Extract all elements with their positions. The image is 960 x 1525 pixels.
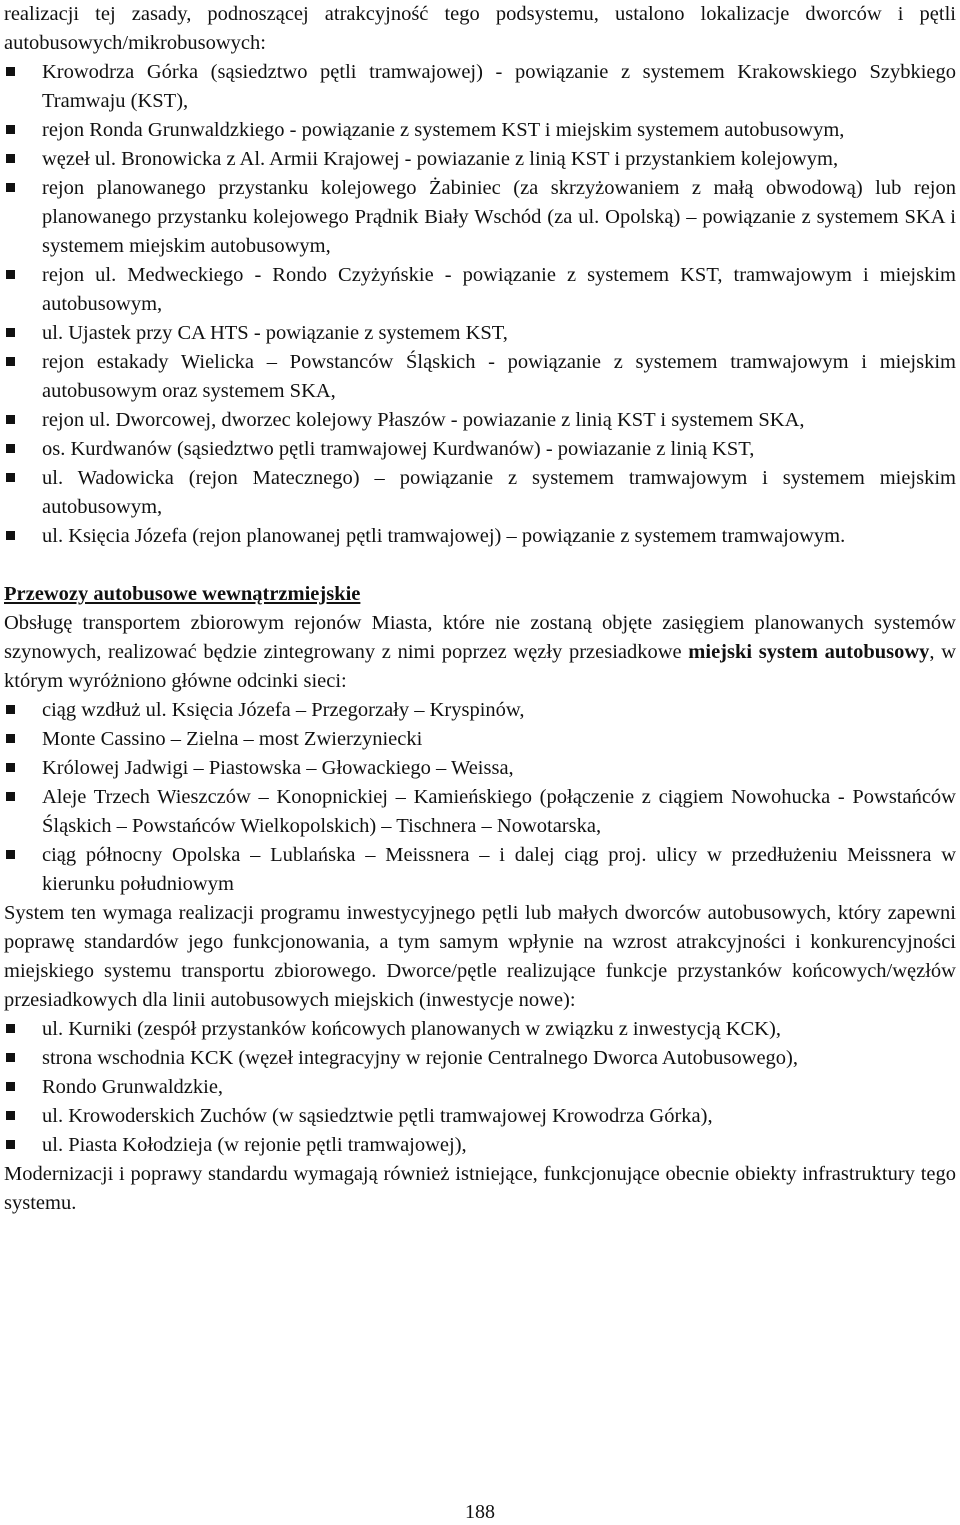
new-terminals-list	[4, 1015, 956, 1160]
square-bullet-icon	[6, 154, 15, 163]
bus-system-paragraph: Obsługę transportem zbiorowym rejonów Miasta, które nie zostaną objęte zasięgiem planowanych systemów szynowych, realizować będzie zintegrowany z nimi poprzez węzły przesiadkowe miejski system autobusowy, w którym wyróżniono główne odcinki sieci:	[4, 612, 956, 692]
square-bullet-icon	[6, 1053, 15, 1062]
square-bullet-icon	[6, 444, 15, 453]
list-item: ul. Piasta Kołodzieja (w rejonie pętli tramwajowej),	[4, 1131, 956, 1160]
list-item: rejon planowanego przystanku kolejowego Żabiniec (za skrzyżowaniem z małą obwodową) lub rejon planowanego przystanku kolejowego Prądnik Biały Wschód (za ul. Opolską) – powiązanie z systemem SKA i systemem miejskim autobusowym,	[4, 174, 956, 261]
bold-term: miejski system autobusowy	[688, 641, 930, 663]
list-item: Królowej Jadwigi – Piastowska – Głowackiego – Weissa,	[4, 754, 956, 783]
square-bullet-icon	[6, 1111, 15, 1120]
square-bullet-icon	[6, 125, 15, 134]
square-bullet-icon	[6, 850, 15, 859]
list-item: ciąg wzdłuż ul. Księcia Józefa – Przegorzały – Kryspinów,	[4, 696, 956, 725]
square-bullet-icon	[6, 705, 15, 714]
square-bullet-icon	[6, 792, 15, 801]
square-bullet-icon	[6, 270, 15, 279]
square-bullet-icon	[6, 67, 15, 76]
list-item: rejon estakady Wielicka – Powstanców Śląskich - powiązanie z systemem tramwajowym i miejskim autobusowym oraz systemem SKA,	[4, 348, 956, 406]
page-number: 188	[465, 1501, 495, 1523]
list-item: Krowodrza Górka (sąsiedztwo pętli tramwajowej) - powiązanie z systemem Krakowskiego Szybkiego Tramwaju (KST),	[4, 58, 956, 116]
square-bullet-icon	[6, 763, 15, 772]
list-item: rejon ul. Medweckiego - Rondo Czyżyńskie - powiązanie z systemem KST, tramwajowym i miejskim autobusowym,	[4, 261, 956, 319]
investment-paragraph: System ten wymaga realizacji programu inwestycyjnego pętli lub małych dworców autobusowych, który zapewni poprawę standardów jego funkcjonowania, a tym samym wpłynie na wzrost atrakcyjności i konkurencyjności miejskiego systemu transportu zbiorowego. Dworce/pętle realizujące funkcje przystanków końcowych/węzłów przesiadkowych dla linii autobusowych miejskich (inwestycje nowe):	[4, 902, 956, 1011]
list-item: Aleje Trzech Wieszczów – Konopnickiej – Kamieńskiego (połączenie z ciągiem Nowohucka - Powstańców Śląskich – Powstańców Wielkopolskich) – Tischnera – Nowotarska,	[4, 783, 956, 841]
square-bullet-icon	[6, 183, 15, 192]
list-item: ciąg północny Opolska – Lublańska – Meissnera – i dalej ciąg proj. ulicy w przedłużeniu Meissnera w kierunku południowym	[4, 841, 956, 899]
list-item: rejon ul. Dworcowej, dworzec kolejowy Płaszów - powiazanie z linią KST i systemem SKA,	[4, 406, 956, 435]
square-bullet-icon	[6, 1082, 15, 1091]
list-item: ul. Księcia Józefa (rejon planowanej pętli tramwajowej) – powiązanie z systemem tramwajowym.	[4, 522, 956, 551]
document-page	[4, 0, 956, 1218]
main-routes-list	[4, 696, 956, 899]
square-bullet-icon	[6, 531, 15, 540]
modernization-paragraph: Modernizacji i poprawy standardu wymagają również istniejące, funkcjonujące obecnie obiekty infrastruktury tego systemu.	[4, 1163, 956, 1214]
square-bullet-icon	[6, 357, 15, 366]
interchange-list	[4, 58, 956, 551]
square-bullet-icon	[6, 328, 15, 337]
intro-paragraph: realizacji tej zasady, podnoszącej atrakcyjność tego podsystemu, ustalono lokalizacje dworców i pętli autobusowych/mikrobusowych:	[4, 3, 956, 54]
square-bullet-icon	[6, 1024, 15, 1033]
list-item: ul. Wadowicka (rejon Matecznego) – powiązanie z systemem tramwajowym i systemem miejskim autobusowym,	[4, 464, 956, 522]
section-heading: Przewozy autobusowe wewnątrzmiejskie	[4, 583, 361, 605]
square-bullet-icon	[6, 1140, 15, 1149]
list-item: Monte Cassino – Zielna – most Zwierzyniecki	[4, 725, 956, 754]
list-item: Rondo Grunwaldzkie,	[4, 1073, 956, 1102]
list-item: strona wschodnia KCK (węzeł integracyjny w rejonie Centralnego Dworca Autobusowego),	[4, 1044, 956, 1073]
list-item: ul. Ujastek przy CA HTS - powiązanie z systemem KST,	[4, 319, 956, 348]
list-item: rejon Ronda Grunwaldzkiego - powiązanie z systemem KST i miejskim systemem autobusowym,	[4, 116, 956, 145]
list-item: os. Kurdwanów (sąsiedztwo pętli tramwajowej Kurdwanów) - powiazanie z linią KST,	[4, 435, 956, 464]
square-bullet-icon	[6, 473, 15, 482]
square-bullet-icon	[6, 415, 15, 424]
list-item: węzeł ul. Bronowicka z Al. Armii Krajowej - powiazanie z linią KST i przystankiem kolejowym,	[4, 145, 956, 174]
list-item: ul. Kurniki (zespół przystanków końcowych planowanych w związku z inwestycją KCK),	[4, 1015, 956, 1044]
list-item: ul. Krowoderskich Zuchów (w sąsiedztwie pętli tramwajowej Krowodrza Górka),	[4, 1102, 956, 1131]
square-bullet-icon	[6, 734, 15, 743]
